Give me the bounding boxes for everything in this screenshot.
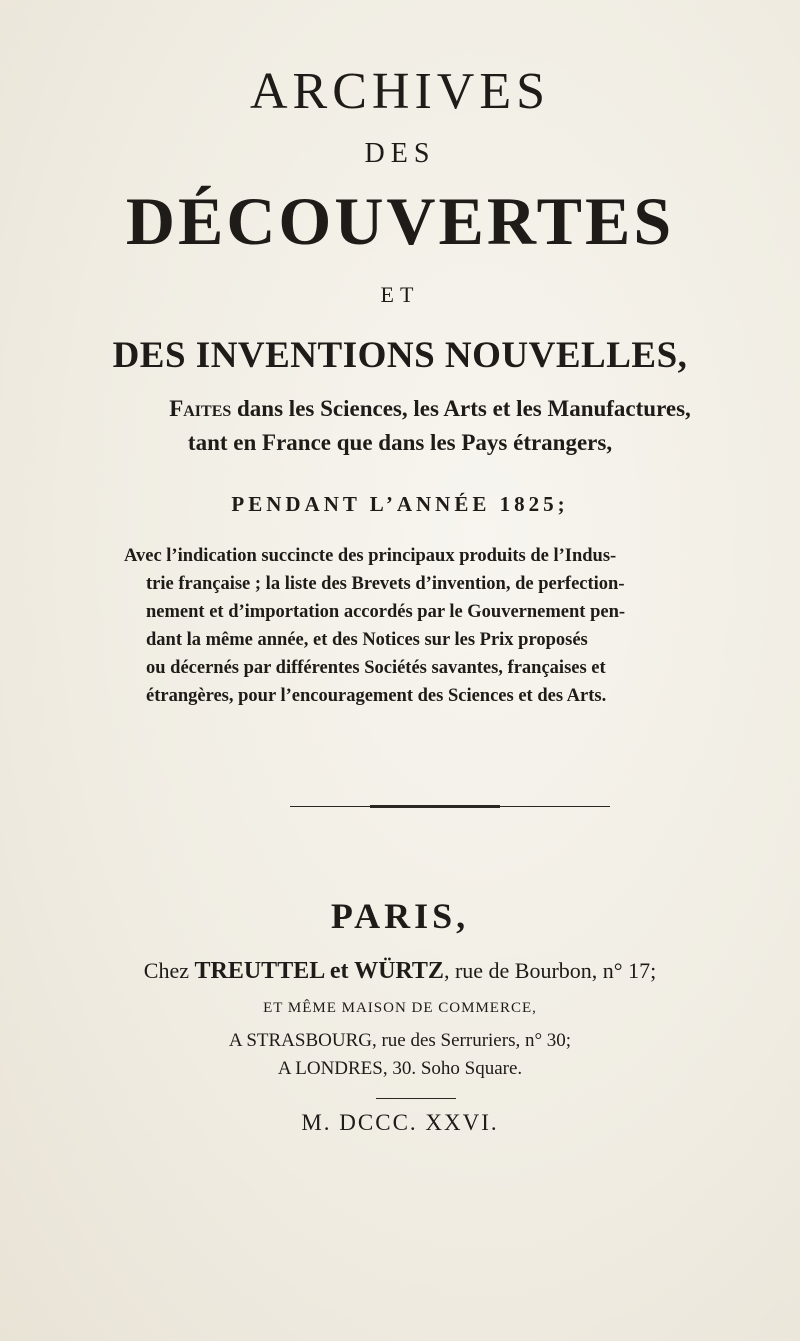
period-line: PENDANT L’ANNÉE 1825; — [231, 492, 569, 516]
title-archives: ARCHIVES — [249, 63, 551, 120]
description-line-5: ou décernés par différentes Sociétés savantes, françaises et — [146, 658, 606, 678]
year-rule — [376, 1098, 456, 1099]
imprint-year: M. DCCC. XXVI. — [301, 1110, 499, 1135]
title-et: ET — [380, 282, 420, 307]
subtitle-line-1-rest: dans les Sciences, les Arts et les Manufactures, — [231, 396, 691, 421]
subtitle-faites: Faites — [169, 396, 232, 421]
description-line-2: trie française ; la liste des Brevets d’invention, de perfection- — [146, 574, 625, 594]
divider-rule-thick — [370, 805, 500, 808]
imprint-maison: ET MÊME MAISON DE COMMERCE, — [263, 1000, 537, 1016]
imprint-publisher — [0, 958, 800, 985]
imprint-publisher-address: , rue de Bourbon, n° 17; — [443, 958, 657, 983]
imprint-chez: Chez — [143, 958, 195, 983]
title-decouvertes: DÉCOUVERTES — [125, 183, 675, 259]
imprint-strasbourg: A STRASBOURG, rue des Serruriers, n° 30; — [228, 1030, 572, 1051]
description-line-4: dant la même année, et des Notices sur les Prix proposés — [146, 630, 588, 650]
imprint-city: PARIS, — [330, 896, 470, 936]
description-line-6: étrangères, pour l’encouragement des Sciences et des Arts. — [146, 686, 607, 706]
title-des: DES — [364, 138, 436, 169]
imprint-publisher-name: TREUTTEL et WÜRTZ — [194, 958, 444, 984]
subtitle-line-2: tant en France que dans les Pays étrangers, — [187, 430, 613, 455]
subtitle-line-1 — [30, 396, 800, 422]
description-line-1: Avec l’indication succincte des principaux produits de l’Indus- — [124, 546, 617, 566]
description-line-3: nement et d’importation accordés par le Gouvernement pen- — [146, 602, 626, 622]
title-inventions: DES INVENTIONS NOUVELLES, — [112, 335, 688, 376]
imprint-londres: A LONDRES, 30. Soho Square. — [277, 1058, 523, 1079]
